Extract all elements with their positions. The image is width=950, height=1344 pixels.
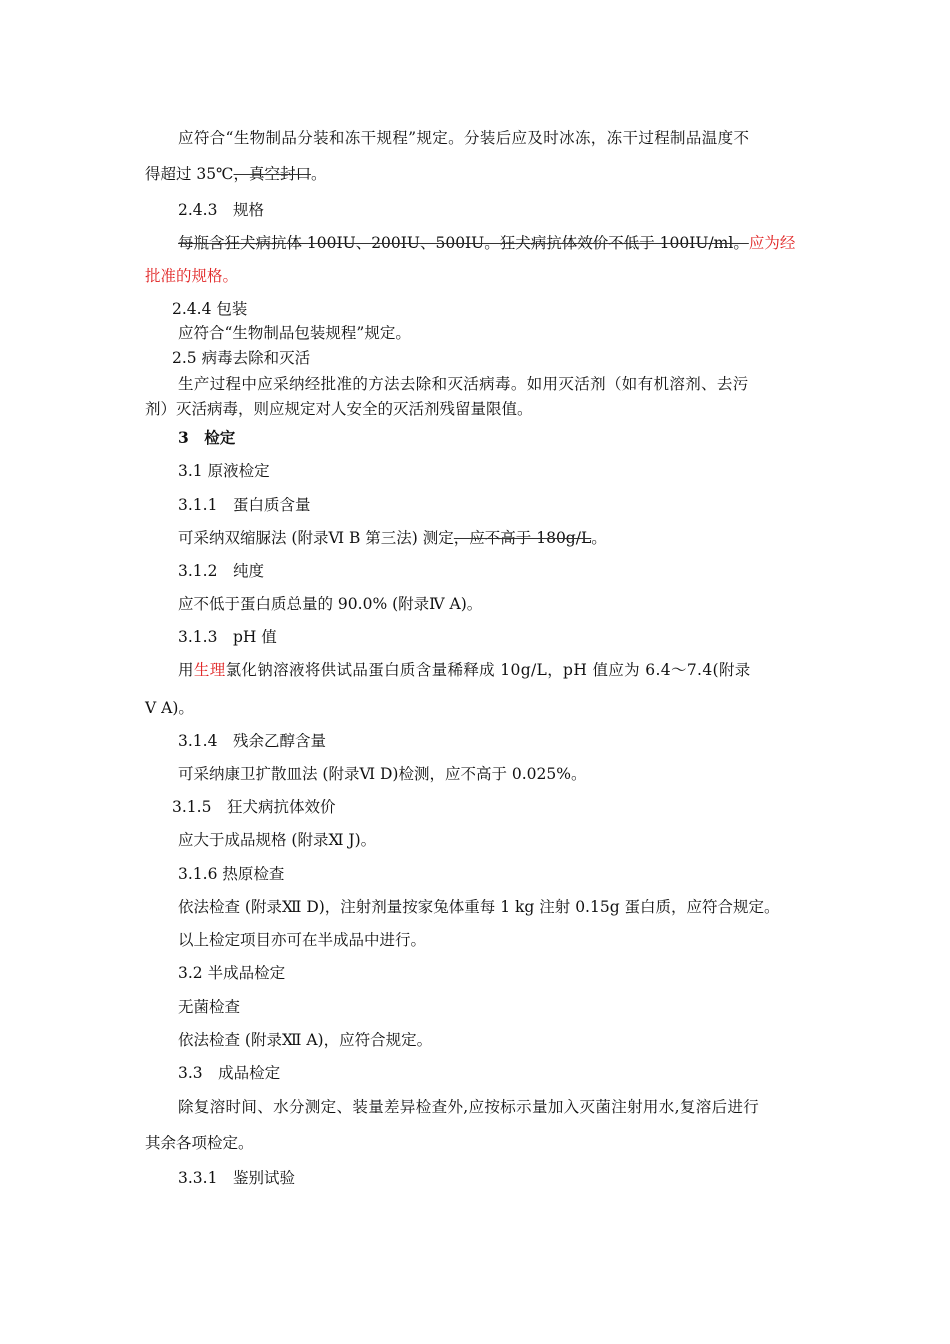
line-text: 生产过程中应采纳经批准的方法去除和灭活病毒。如用灭活剂（如有机溶剂、去污 [178,375,749,393]
section-heading [178,1063,280,1083]
heading-text: 3.1.1 蛋白质含量 [178,496,311,514]
paragraph-line [178,323,411,343]
heading-text: 无菌检查 [178,998,241,1016]
line-text: 可采纳双缩脲法 (附录Ⅵ B 第三法) 测定 [178,529,454,547]
section-heading [172,299,247,319]
paragraph-line [178,897,780,917]
paragraph-line [178,830,376,850]
deleted-text: ，真空封口 [233,165,312,183]
heading-text: 3.1.4 残余乙醇含量 [178,732,326,750]
heading-text: 3.2 半成品检定 [178,964,286,982]
line-text: 氯化钠溶液将供试品蛋白质含量稀释成 10g/L，pH 值应为 6.4～7.4(附录 [225,661,751,679]
line-text: Ⅴ A)。 [145,699,194,717]
section-heading [178,495,310,515]
section-heading [172,797,335,817]
line-text: 应符合“生物制品包装规程”规定。 [178,324,411,342]
paragraph-line [145,266,238,286]
paragraph-line [178,764,587,784]
heading-text: 3.1.6 热原检查 [178,865,285,883]
section-heading [172,348,310,368]
paragraph-line [145,399,533,419]
line-text: 。 [591,529,607,547]
line-text: 剂）灭活病毒，则应规定对人安全的灭活剂残留量限值。 [145,400,533,418]
deleted-text: 每瓶含狂犬病抗体 100IU、200IU、500IU。狂犬病抗体效价不低于 100IU/ml。 [178,234,749,252]
heading-text: 3.1.5 狂犬病抗体效价 [172,798,336,816]
line-text: 得超过 35℃ [145,165,234,183]
section-heading [178,561,264,581]
inserted-text: 生理 [193,661,226,679]
heading-text: 3 检定 [178,428,236,447]
heading-text: 2.4.4 包装 [172,300,248,318]
line-text: 应符合“生物制品分装和冻干规程”规定。分装后应及时冰冻，冻干过程制品温度不 [178,129,750,147]
paragraph-line [178,660,751,680]
line-text: 依法检查 (附录Ⅻ A)，应符合规定。 [178,1031,433,1049]
deleted-text: ，应不高于 180g/L [453,529,592,547]
inserted-text: 应为经 [748,234,796,252]
section-heading [178,428,235,448]
section-heading [178,731,326,751]
line-text: 除复溶时间、水分测定、装量差异检查外,应按标示量加入灭菌注射用水,复溶后进行 [178,1098,760,1116]
section-heading [178,864,284,884]
paragraph-line [178,930,426,950]
heading-text: 3.1.2 纯度 [178,562,264,580]
section-heading [178,963,285,983]
heading-text: 3.1.3 pH 值 [178,628,277,646]
section-heading [178,200,264,220]
heading-text: 3.1 原液检定 [178,462,270,480]
paragraph-line [145,1133,254,1153]
section-heading [178,997,240,1017]
line-text: 以上检定项目亦可在半成品中进行。 [178,931,427,949]
paragraph-line [178,128,749,148]
paragraph-line [178,374,749,394]
paragraph-line [178,528,607,548]
heading-text: 2.5 病毒去除和灭活 [172,349,311,367]
inserted-text: 批准的规格。 [145,267,239,285]
line-text: 应大于成品规格 (附录Ⅺ J)。 [178,831,377,849]
paragraph-line [178,233,795,253]
paragraph-line [178,594,482,614]
heading-text: 2.4.3 规格 [178,201,264,219]
section-heading [178,461,270,481]
paragraph-line [145,698,194,718]
line-text: 依法检查 (附录Ⅻ D)，注射剂量按家兔体重每 1 kg 注射 0.15g 蛋白质，应符合规定。 [178,898,780,916]
heading-text: 3.3.1 鉴别试验 [178,1169,295,1187]
paragraph-line [178,1097,759,1117]
section-heading [178,1168,295,1188]
line-text: 应不低于蛋白质总量的 90.0% (附录Ⅳ A)。 [178,595,483,613]
heading-text: 3.3 成品检定 [178,1064,281,1082]
line-text: 其余各项检定。 [145,1134,254,1152]
paragraph-line [178,1030,432,1050]
line-text: 。 [311,165,327,183]
line-text: 用 [178,661,194,679]
line-text: 可采纳康卫扩散皿法 (附录Ⅵ D)检测，应不高于 0.025%。 [178,765,587,783]
paragraph-line [145,164,327,184]
section-heading [178,627,277,647]
